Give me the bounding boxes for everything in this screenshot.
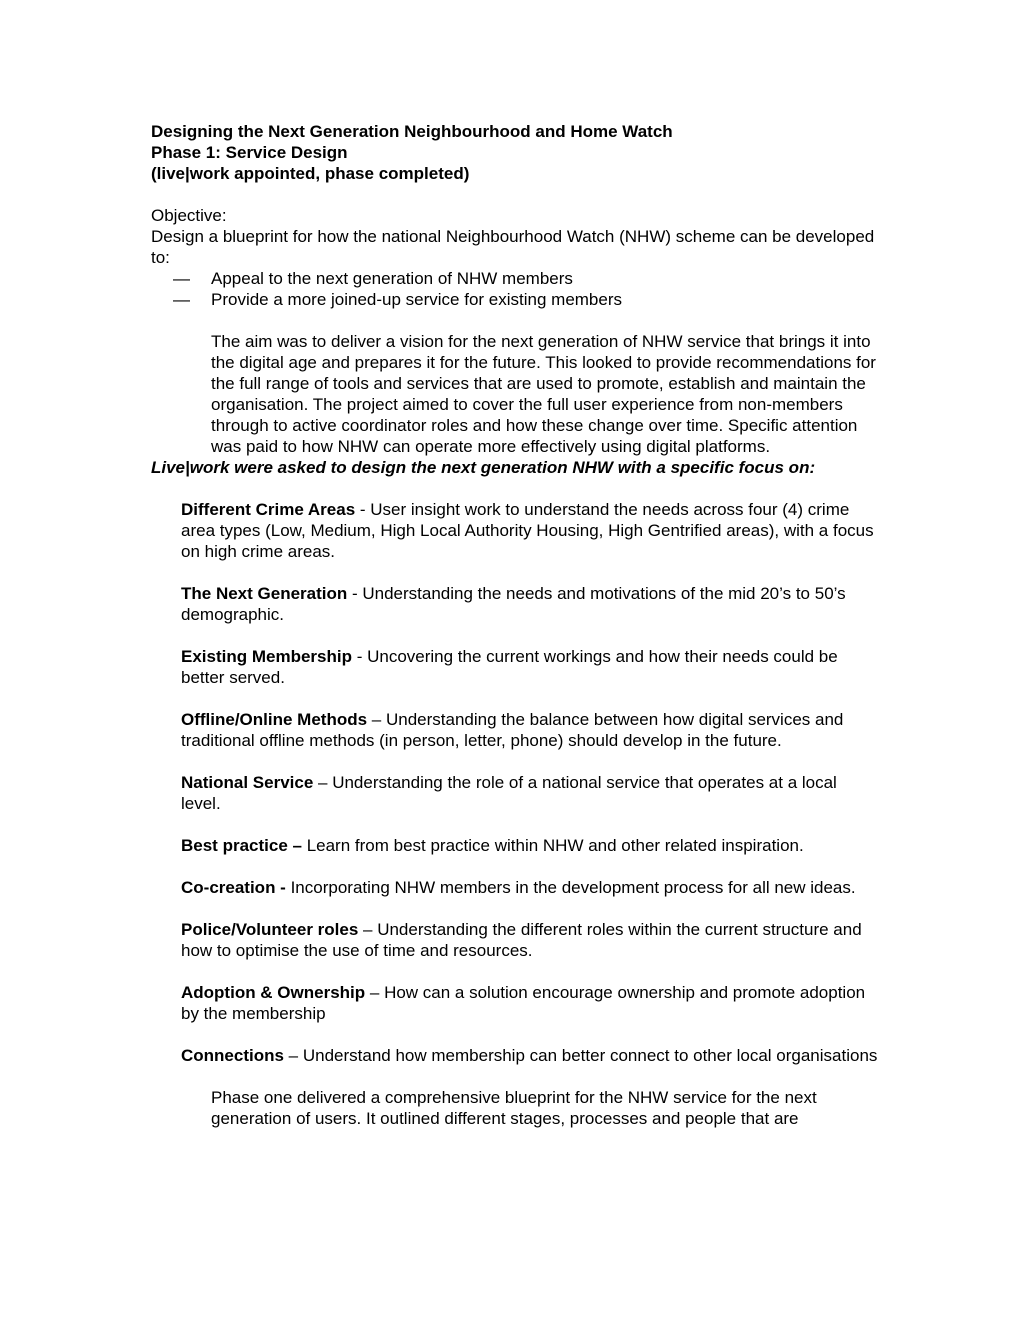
focus-item-desc: Understanding the different roles within the current structure and how to optimise the use of time and resources. [181, 920, 862, 960]
document-page [151, 121, 881, 1129]
focus-list [151, 499, 881, 1087]
focus-item-desc: User insight work to understand the needs across four (4) crime area types (Low, Medium, High Local Authority Housing, High Gentrified areas), with a focus on high crime areas. [181, 500, 874, 561]
dash-bullet: — [173, 290, 190, 309]
list-item [151, 289, 881, 310]
dash-bullet: — [173, 269, 190, 288]
focus-item-desc: Understanding the balance between how digital services and traditional offline methods (in person, letter, phone) should develop in the future. [181, 710, 844, 750]
focus-item [151, 709, 881, 751]
closing-paragraph: Phase one delivered a comprehensive blueprint for the NHW service for the next generation of users. It outlined different stages, processes and people that are [211, 1088, 817, 1128]
focus-item-desc: Incorporating NHW members in the development process for all new ideas. [290, 878, 856, 897]
focus-item [151, 583, 881, 625]
focus-item-term: Different Crime Areas [181, 500, 356, 519]
document-title: Designing the Next Generation Neighbourhood and Home Watch [151, 122, 673, 141]
focus-item [151, 1045, 881, 1066]
status-line: (live|work appointed, phase completed) [151, 164, 470, 183]
bullet-text: Appeal to the next generation of NHW members [211, 269, 573, 288]
focus-item [151, 646, 881, 688]
focus-item [151, 919, 881, 961]
focus-item-desc: Understanding the role of a national service that operates at a local level. [181, 773, 837, 813]
focus-item-term: National Service [181, 773, 314, 792]
focus-item-term: Connections [181, 1046, 284, 1065]
phase-heading: Phase 1: Service Design [151, 143, 348, 162]
focus-item-separator: – [283, 1046, 303, 1065]
focus-item-separator: – [365, 983, 385, 1002]
focus-item-desc: Uncovering the current workings and how their needs could be better served. [181, 647, 838, 687]
focus-item-term: Adoption & Ownership [181, 983, 366, 1002]
focus-item-desc: Understanding the needs and motivations of the mid 20’s to 50’s demographic. [181, 584, 846, 624]
focus-item-separator: – [367, 710, 386, 729]
focus-item-separator: – [313, 773, 333, 792]
focus-item [151, 982, 881, 1024]
focus-item-separator: - [355, 500, 371, 519]
focus-item-desc: Learn from best practice within NHW and other related inspiration. [306, 836, 804, 855]
focus-item-desc: How can a solution encourage ownership and promote adoption by the membership [181, 983, 866, 1023]
focus-heading: Live|work were asked to design the next generation NHW with a specific focus on: [151, 458, 816, 477]
focus-item-term: Co-creation - [181, 878, 286, 897]
focus-item-separator: – [358, 920, 378, 939]
focus-item-separator: - [351, 647, 368, 666]
objective-bullets [151, 268, 881, 310]
focus-item-term: Existing Membership [181, 647, 352, 666]
focus-item-term: Best practice – [181, 836, 302, 855]
bullet-text: Provide a more joined-up service for existing members [211, 290, 623, 309]
focus-item [151, 877, 881, 898]
focus-item-desc: Understand how membership can better connect to other local organisations [302, 1046, 878, 1065]
focus-item-term: The Next Generation [181, 584, 348, 603]
focus-item-term: Offline/Online Methods [181, 710, 368, 729]
focus-item [151, 835, 881, 856]
aim-paragraph: The aim was to deliver a vision for the next generation of NHW service that brings it into the digital age and prepares it for the future. This looked to provide recommendations for the full range of tools and services that are used to promote, establish and maintain the organisation. The project aimed to cover the full user experience from non-members through to active coordinator roles and how these change over time. Specific attention was paid to how NHW can operate more effectively using digital platforms. [211, 332, 876, 456]
objective-intro: Design a blueprint for how the national Neighbourhood Watch (NHW) scheme can be developed to: [151, 227, 875, 267]
list-item [151, 268, 881, 289]
objective-label: Objective: [151, 206, 227, 225]
focus-item [151, 772, 881, 814]
focus-item-separator: - [347, 584, 363, 603]
focus-item [151, 499, 881, 562]
focus-item-term: Police/Volunteer roles [181, 920, 359, 939]
